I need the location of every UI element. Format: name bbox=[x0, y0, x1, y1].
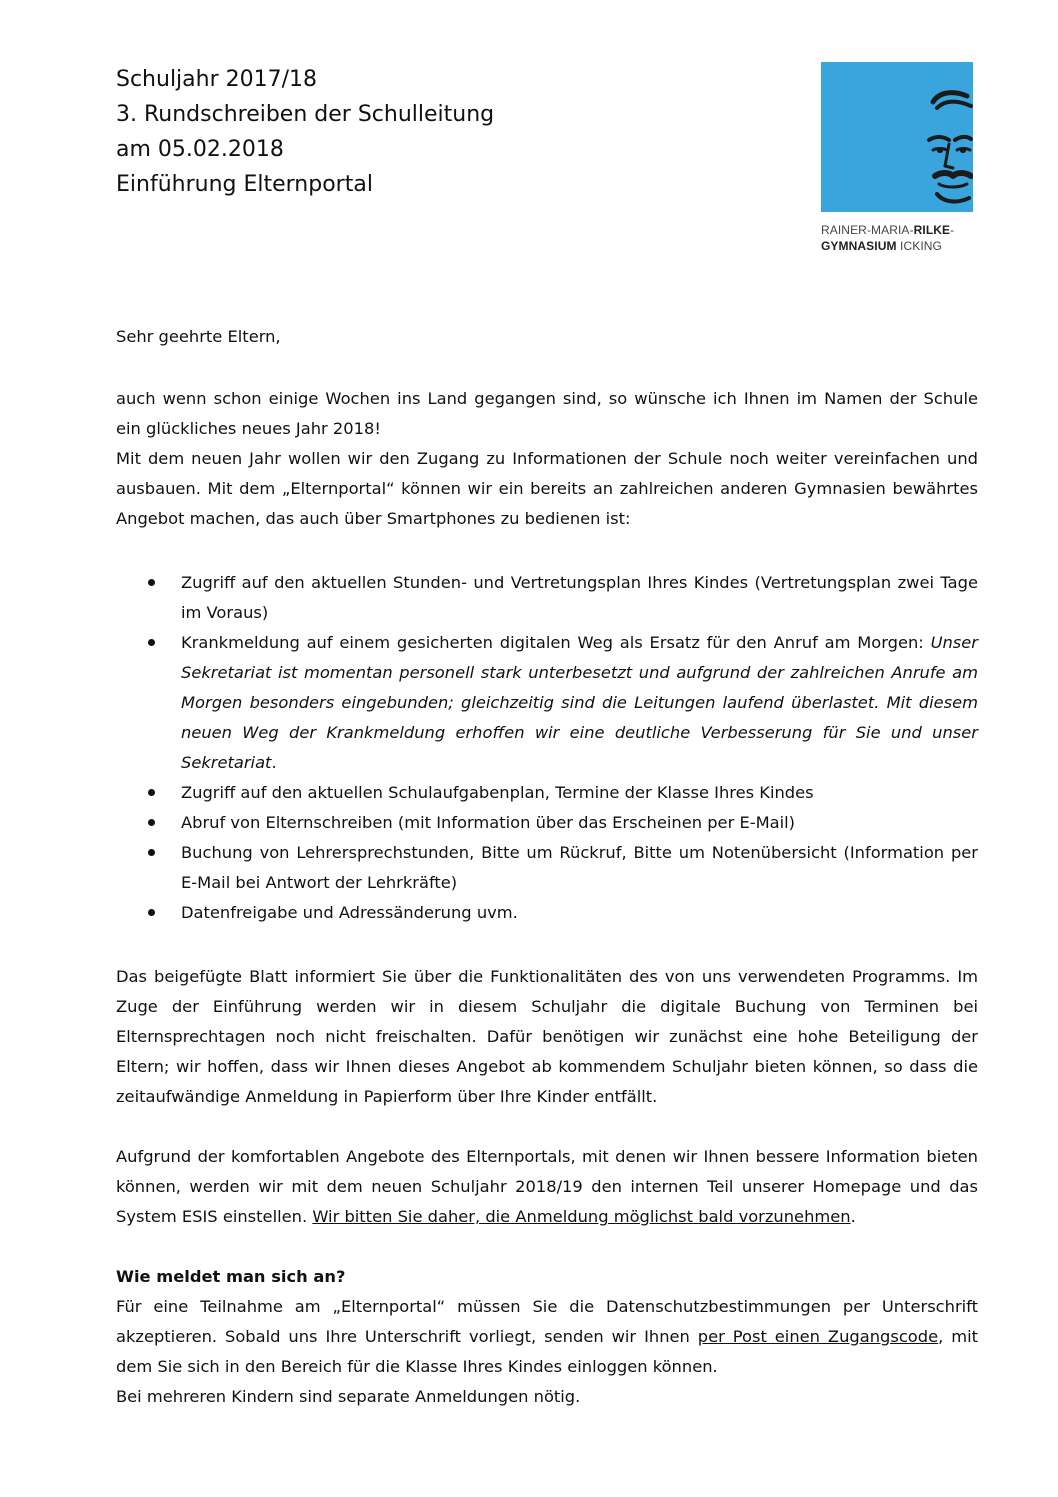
homepage-paragraph: Aufgrund der komfortablen Angebote des Elternportals, mit denen wir Ihnen bessere Information bieten können, werden wir mit dem neuen Schuljahr 2018/19 den internen Teil unserer Homepage und das System ESIS einstellen. Wir bitten Sie daher, die Anmeldung möglichst bald vorzunehmen. bbox=[116, 1147, 978, 1226]
logo-line-2: GYMNASIUM ICKING bbox=[821, 239, 942, 253]
bullet-icon bbox=[148, 849, 155, 856]
bullet-icon bbox=[148, 819, 155, 826]
bullet-icon bbox=[148, 639, 155, 646]
list-item: Zugriff auf den aktuellen Schulaufgabenplan, Termine der Klasse Ihres Kindes bbox=[116, 778, 978, 808]
list-item: Zugriff auf den aktuellen Stunden- und Vertretungsplan Ihres Kindes (Vertretungsplan zwei Tage im Voraus) bbox=[116, 568, 978, 628]
letter-subject: Einführung Elternportal bbox=[116, 172, 373, 197]
letter-date: am 05.02.2018 bbox=[116, 137, 284, 162]
elternportal-paragraph: Mit dem neuen Jahr wollen wir den Zugang zu Informationen der Schule noch weiter vereinfachen und ausbauen. Mit dem „Elternportal“ können wir ein bereits an zahlreichen anderen Gymnasien bewährtes Angebot machen, das auch über Smartphones zu bedienen ist: bbox=[116, 449, 978, 528]
list-item: Abruf von Elternschreiben (mit Information über das Erscheinen per E-Mail) bbox=[116, 808, 978, 838]
school-logo bbox=[821, 62, 973, 212]
registration-paragraph: Für eine Teilnahme am „Elternportal“ müssen Sie die Datenschutzbestimmungen per Unterschrift akzeptieren. Sobald uns Ihre Unterschrift vorliegt, senden wir Ihnen per Post einen Zugangscode, mit dem Sie sich in den Bereich für die Klasse Ihres Kindes einloggen können. bbox=[116, 1297, 979, 1376]
multiple-children-note: Bei mehreren Kindern sind separate Anmeldungen nötig. bbox=[116, 1387, 581, 1406]
list-item: Krankmeldung auf einem gesicherten digitalen Weg als Ersatz für den Anruf am Morgen: Unser Sekretariat ist momentan personell stark unterbesetzt und aufgrund der zahlreichen Anrufe am Morgen besonders eingebunden; gleichzeitig sind die Leitungen laufend überlastet. Mit diesem neuen Weg der Krankmeldung erhoffen wir eine deutliche Verbesserung für Sie und unser Sekretariat. bbox=[116, 628, 978, 778]
functionality-paragraph: Das beigefügte Blatt informiert Sie über die Funktionalitäten des von uns verwendeten Programms. Im Zuge der Einführung werden wir in diesem Schuljahr die digitale Buchung von Terminen bei Elternsprechtagen noch nicht freischalten. Dafür benötigen wir zunächst eine hohe Beteiligung der Eltern; wir hoffen, dass wir Ihnen dieses Angebot ab kommendem Schuljahr bieten können, so dass die zeitaufwändige Anmeldung in Papierform über Ihre Kinder entfällt. bbox=[116, 967, 978, 1106]
registration-request: Wir bitten Sie daher, die Anmeldung möglichst bald vorzunehmen bbox=[312, 1207, 851, 1226]
letter-header bbox=[116, 62, 676, 202]
list-item: Datenfreigabe und Adressänderung uvm. bbox=[116, 898, 978, 928]
circular-title: 3. Rundschreiben der Schulleitung bbox=[116, 102, 495, 127]
letter-body bbox=[116, 322, 978, 1412]
school-year-title: Schuljahr 2017/18 bbox=[116, 67, 318, 92]
list-item: Buchung von Lehrersprechstunden, Bitte um Rückruf, Bitte um Notenübersicht (Information per E-Mail bei Antwort der Lehrkräfte) bbox=[116, 838, 978, 898]
registration-heading: Wie meldet man sich an? bbox=[116, 1267, 346, 1286]
rilke-portrait-icon bbox=[821, 62, 973, 212]
intro-paragraph: auch wenn schon einige Wochen ins Land gegangen sind, so wünsche ich Ihnen im Namen der Schule ein glückliches neues Jahr 2018! bbox=[116, 389, 978, 438]
school-logo-text bbox=[821, 222, 991, 254]
bullet-icon bbox=[148, 789, 155, 796]
bullet-icon bbox=[148, 579, 155, 586]
sick-note-italic-note: Unser Sekretariat ist momentan personell stark unterbesetzt und aufgrund der zahlreichen Anrufe am Morgen besonders eingebunden; gleichzeitig sind die Leitungen laufend überlastet. Mit diesem neuen Weg der Krankmeldung erhoffen wir eine deutliche Verbesserung für Sie und unser Sekretariat bbox=[181, 633, 978, 772]
access-code-note: per Post einen Zugangscode bbox=[697, 1327, 939, 1346]
logo-line-1: RAINER-MARIA-RILKE- bbox=[821, 223, 955, 237]
feature-list bbox=[116, 568, 978, 928]
bullet-icon bbox=[148, 909, 155, 916]
salutation: Sehr geehrte Eltern, bbox=[116, 327, 281, 346]
